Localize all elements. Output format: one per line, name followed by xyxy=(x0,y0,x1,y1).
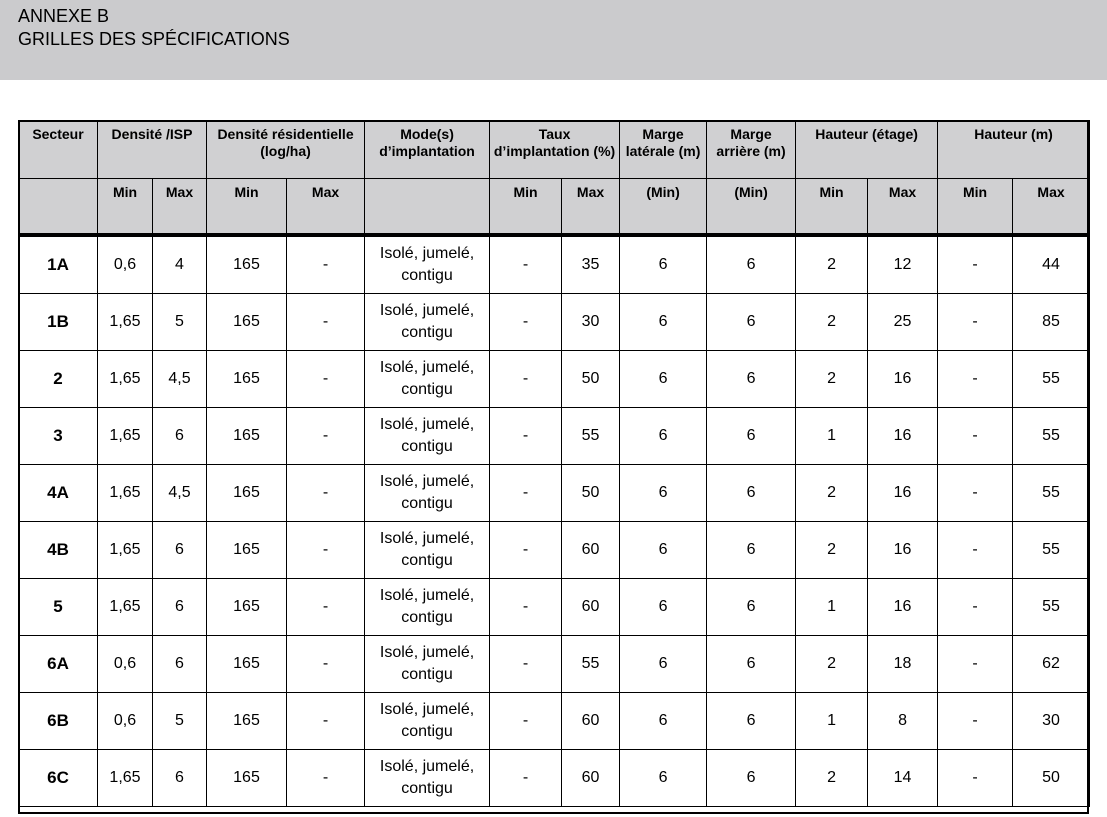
table-row xyxy=(19,235,1090,294)
annex-label: ANNEXE B xyxy=(18,6,110,26)
cell-etage-max: 12 xyxy=(868,235,938,294)
cell-secteur: 2 xyxy=(19,351,98,408)
cell-secteur: 4A xyxy=(19,465,98,522)
cell-res-min: 165 xyxy=(207,235,287,294)
cell-etage-max: 14 xyxy=(868,750,938,807)
cell-res-min: 165 xyxy=(207,522,287,579)
cell-isp-min: 1,65 xyxy=(98,351,153,408)
cell-taux-max: 60 xyxy=(562,522,620,579)
cell-isp-max: 4 xyxy=(153,235,207,294)
cell-res-max: - xyxy=(287,636,365,693)
cell-secteur: 1B xyxy=(19,294,98,351)
cell-etage-min: 2 xyxy=(796,294,868,351)
cell-mode-implantation: Isolé, jumelé, contigu xyxy=(365,351,490,408)
cell-isp-min: 0,6 xyxy=(98,693,153,750)
cell-hauteur-min: - xyxy=(938,235,1013,294)
cell-secteur: 3 xyxy=(19,408,98,465)
cell-marge-laterale: 6 xyxy=(620,750,707,807)
cell-isp-max: 6 xyxy=(153,522,207,579)
header-secteur: Secteur xyxy=(19,121,98,179)
cell-hauteur-max: 55 xyxy=(1013,522,1090,579)
cell-mode-implantation: Isolé, jumelé, contigu xyxy=(365,636,490,693)
cell-hauteur-min: - xyxy=(938,522,1013,579)
cell-isp-min: 1,65 xyxy=(98,750,153,807)
cell-taux-min: - xyxy=(490,408,562,465)
cell-etage-min: 2 xyxy=(796,750,868,807)
cell-mode-implantation: Isolé, jumelé, contigu xyxy=(365,408,490,465)
cell-res-max: - xyxy=(287,522,365,579)
cell-taux-max: 50 xyxy=(562,465,620,522)
cell-mode-implantation: Isolé, jumelé, contigu xyxy=(365,235,490,294)
cell-secteur: 5 xyxy=(19,579,98,636)
cell-taux-max: 60 xyxy=(562,750,620,807)
cell-res-min: 165 xyxy=(207,294,287,351)
cell-taux-max: 55 xyxy=(562,408,620,465)
cell-isp-max: 4,5 xyxy=(153,351,207,408)
group-header-row xyxy=(19,121,1090,179)
cell-res-min: 165 xyxy=(207,693,287,750)
subheader-hauteur-min: Min xyxy=(938,179,1013,235)
table-row xyxy=(19,579,1090,636)
table-row xyxy=(19,750,1090,807)
cell-etage-min: 2 xyxy=(796,465,868,522)
cell-taux-min: - xyxy=(490,579,562,636)
cell-taux-min: - xyxy=(490,750,562,807)
cell-etage-min: 2 xyxy=(796,522,868,579)
cell-mode-implantation: Isolé, jumelé, contigu xyxy=(365,522,490,579)
cell-taux-min: - xyxy=(490,351,562,408)
cell-etage-max: 16 xyxy=(868,522,938,579)
cell-secteur: 6C xyxy=(19,750,98,807)
subheader-isp-max: Max xyxy=(153,179,207,235)
cell-secteur: 6A xyxy=(19,636,98,693)
subheader-etage-max: Max xyxy=(868,179,938,235)
cell-marge-laterale: 6 xyxy=(620,522,707,579)
cell-marge-laterale: 6 xyxy=(620,465,707,522)
subheader-isp-min: Min xyxy=(98,179,153,235)
cell-res-max: - xyxy=(287,693,365,750)
cell-taux-min: - xyxy=(490,693,562,750)
header-densite-isp: Densité /ISP xyxy=(98,121,207,179)
cell-taux-min: - xyxy=(490,465,562,522)
cell-etage-min: 1 xyxy=(796,579,868,636)
cell-taux-min: - xyxy=(490,522,562,579)
subheader-res-min: Min xyxy=(207,179,287,235)
table-row xyxy=(19,294,1090,351)
subheader-res-max: Max xyxy=(287,179,365,235)
cell-etage-min: 1 xyxy=(796,693,868,750)
cell-res-min: 165 xyxy=(207,750,287,807)
table-row xyxy=(19,636,1090,693)
cell-marge-arriere: 6 xyxy=(707,750,796,807)
cell-marge-arriere: 6 xyxy=(707,294,796,351)
header-taux-implantation: Taux d’implantation (%) xyxy=(490,121,620,179)
cell-hauteur-min: - xyxy=(938,693,1013,750)
table-row xyxy=(19,408,1090,465)
cell-isp-min: 1,65 xyxy=(98,294,153,351)
cell-isp-min: 1,65 xyxy=(98,522,153,579)
cell-taux-min: - xyxy=(490,294,562,351)
cell-marge-laterale: 6 xyxy=(620,294,707,351)
header-densite-residentielle: Densité résidentielle (log/ha) xyxy=(207,121,365,179)
cell-marge-arriere: 6 xyxy=(707,408,796,465)
cell-marge-laterale: 6 xyxy=(620,636,707,693)
cell-marge-arriere: 6 xyxy=(707,465,796,522)
cell-taux-max: 60 xyxy=(562,693,620,750)
header-banner xyxy=(0,0,1107,80)
cell-mode-implantation: Isolé, jumelé, contigu xyxy=(365,693,490,750)
cell-marge-arriere: 6 xyxy=(707,579,796,636)
subheader-secteur-empty xyxy=(19,179,98,235)
cell-hauteur-max: 55 xyxy=(1013,465,1090,522)
cell-res-min: 165 xyxy=(207,636,287,693)
cell-hauteur-min: - xyxy=(938,408,1013,465)
cell-isp-max: 6 xyxy=(153,408,207,465)
header-marge-arriere: Marge arrière (m) xyxy=(707,121,796,179)
cell-etage-min: 2 xyxy=(796,235,868,294)
cell-isp-min: 1,65 xyxy=(98,579,153,636)
cell-isp-max: 5 xyxy=(153,693,207,750)
cell-taux-min: - xyxy=(490,235,562,294)
cell-isp-max: 6 xyxy=(153,636,207,693)
annex-title: GRILLES DES SPÉCIFICATIONS xyxy=(18,29,290,49)
cell-hauteur-max: 85 xyxy=(1013,294,1090,351)
header-marge-laterale: Marge latérale (m) xyxy=(620,121,707,179)
cell-hauteur-max: 62 xyxy=(1013,636,1090,693)
cell-etage-max: 16 xyxy=(868,351,938,408)
header-modes-implantation: Mode(s) d’implantation xyxy=(365,121,490,179)
cell-res-max: - xyxy=(287,408,365,465)
subheader-etage-min: Min xyxy=(796,179,868,235)
cell-marge-arriere: 6 xyxy=(707,351,796,408)
sub-header-row xyxy=(19,179,1090,235)
cell-etage-max: 16 xyxy=(868,465,938,522)
cell-res-min: 165 xyxy=(207,579,287,636)
cell-hauteur-max: 55 xyxy=(1013,408,1090,465)
cell-isp-min: 1,65 xyxy=(98,465,153,522)
subheader-taux-max: Max xyxy=(562,179,620,235)
table-row xyxy=(19,693,1090,750)
cell-secteur: 6B xyxy=(19,693,98,750)
cell-hauteur-max: 55 xyxy=(1013,351,1090,408)
cell-mode-implantation: Isolé, jumelé, contigu xyxy=(365,294,490,351)
cell-isp-max: 4,5 xyxy=(153,465,207,522)
cell-etage-max: 18 xyxy=(868,636,938,693)
subheader-marge-laterale-min: (Min) xyxy=(620,179,707,235)
subheader-marge-arriere-min: (Min) xyxy=(707,179,796,235)
cell-isp-min: 1,65 xyxy=(98,408,153,465)
cell-taux-max: 35 xyxy=(562,235,620,294)
cell-hauteur-min: - xyxy=(938,636,1013,693)
cell-etage-min: 1 xyxy=(796,408,868,465)
cell-taux-max: 30 xyxy=(562,294,620,351)
table-row xyxy=(19,522,1090,579)
cell-isp-max: 5 xyxy=(153,294,207,351)
cell-etage-max: 8 xyxy=(868,693,938,750)
cell-hauteur-max: 44 xyxy=(1013,235,1090,294)
cell-taux-max: 55 xyxy=(562,636,620,693)
cell-hauteur-max: 55 xyxy=(1013,579,1090,636)
cell-mode-implantation: Isolé, jumelé, contigu xyxy=(365,465,490,522)
subheader-hauteur-max: Max xyxy=(1013,179,1090,235)
cell-taux-min: - xyxy=(490,636,562,693)
cell-secteur: 1A xyxy=(19,235,98,294)
cell-taux-max: 60 xyxy=(562,579,620,636)
cell-hauteur-min: - xyxy=(938,750,1013,807)
cell-marge-laterale: 6 xyxy=(620,408,707,465)
cell-etage-max: 16 xyxy=(868,408,938,465)
cell-etage-max: 16 xyxy=(868,579,938,636)
cell-marge-laterale: 6 xyxy=(620,693,707,750)
cell-res-max: - xyxy=(287,235,365,294)
cell-marge-arriere: 6 xyxy=(707,693,796,750)
header-hauteur-metres: Hauteur (m) xyxy=(938,121,1090,179)
cell-res-max: - xyxy=(287,465,365,522)
cell-etage-min: 2 xyxy=(796,351,868,408)
cell-marge-laterale: 6 xyxy=(620,351,707,408)
cell-res-min: 165 xyxy=(207,351,287,408)
cell-hauteur-max: 30 xyxy=(1013,693,1090,750)
cell-res-max: - xyxy=(287,579,365,636)
cell-marge-laterale: 6 xyxy=(620,235,707,294)
cell-mode-implantation: Isolé, jumelé, contigu xyxy=(365,579,490,636)
cell-isp-max: 6 xyxy=(153,750,207,807)
cell-res-min: 165 xyxy=(207,465,287,522)
cell-hauteur-max: 50 xyxy=(1013,750,1090,807)
subheader-taux-min: Min xyxy=(490,179,562,235)
cell-isp-min: 0,6 xyxy=(98,235,153,294)
cell-isp-min: 0,6 xyxy=(98,636,153,693)
table-row xyxy=(19,351,1090,408)
cell-hauteur-min: - xyxy=(938,465,1013,522)
cell-mode-implantation: Isolé, jumelé, contigu xyxy=(365,750,490,807)
cell-res-max: - xyxy=(287,294,365,351)
cell-etage-max: 25 xyxy=(868,294,938,351)
header-hauteur-etage: Hauteur (étage) xyxy=(796,121,938,179)
subheader-mode-empty xyxy=(365,179,490,235)
cell-secteur: 4B xyxy=(19,522,98,579)
cell-marge-laterale: 6 xyxy=(620,579,707,636)
specifications-table xyxy=(18,120,1090,807)
cell-res-max: - xyxy=(287,351,365,408)
cell-hauteur-min: - xyxy=(938,351,1013,408)
cell-marge-arriere: 6 xyxy=(707,522,796,579)
cell-hauteur-min: - xyxy=(938,294,1013,351)
cell-isp-max: 6 xyxy=(153,579,207,636)
cell-etage-min: 2 xyxy=(796,636,868,693)
cell-res-min: 165 xyxy=(207,408,287,465)
cell-taux-max: 50 xyxy=(562,351,620,408)
cell-marge-arriere: 6 xyxy=(707,235,796,294)
cell-hauteur-min: - xyxy=(938,579,1013,636)
cell-marge-arriere: 6 xyxy=(707,636,796,693)
cell-res-max: - xyxy=(287,750,365,807)
table-row xyxy=(19,465,1090,522)
